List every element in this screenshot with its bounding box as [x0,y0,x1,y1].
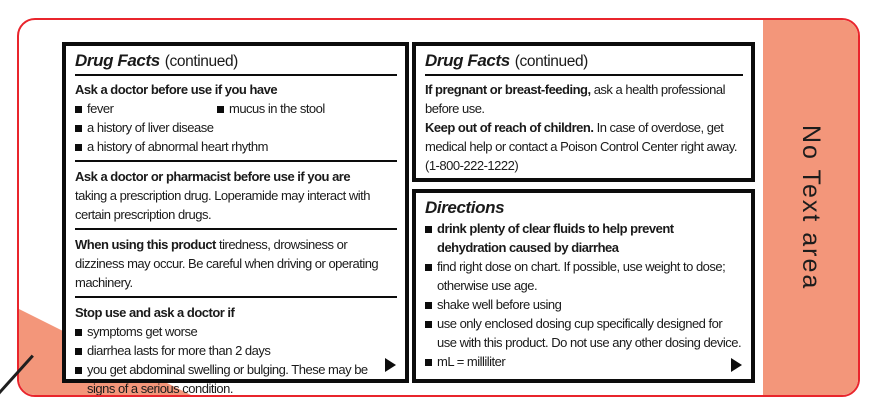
drug-facts-right-panel [412,42,755,182]
paragraph [75,186,397,224]
bold-text: When using this product [75,237,216,252]
body-text: taking a prescription drug. Loperamide may interact with certain prescription drugs. [75,188,370,222]
header-divider [75,74,397,76]
bullet-square-icon [425,321,432,328]
bullet-item [75,341,397,360]
bold-text: Ask a doctor or pharmacist before use if you are [75,169,351,184]
panel-header [75,50,397,72]
body-text: mucus in the stool [229,101,325,116]
body-text: a history of abnormal heart rhythm [87,139,268,154]
no-text-area-label: No Text area [797,124,825,291]
bullet-square-icon [425,359,432,366]
bullet-item [75,118,397,137]
package-label [17,18,860,397]
no-text-area [763,20,858,395]
body-text: shake well before using [437,297,562,312]
bullet-square-icon [75,125,82,132]
bullet-item [425,314,743,352]
panel-header [425,50,743,72]
directions-panel [412,189,755,383]
panel-header [425,197,743,219]
bullet-item [425,219,743,257]
bold-text: Stop use and ask a doctor if [75,305,235,320]
body-text: tiredness, drowsiness or dizziness may occur. Be careful when driving or operating machinery. [75,237,379,290]
paragraph [75,167,397,186]
bullet-square-icon [75,106,82,113]
bullet-row [75,99,397,118]
bullet-item [75,99,217,118]
bold-text: drink plenty of clear fluids to help prevent dehydration caused by diarrhea [437,221,674,255]
bold-text: Ask a doctor before use if you have [75,82,278,97]
body-text: use only enclosed dosing cup specifically designed for use with this product. Do not use any other dosing device. [437,316,742,350]
header-divider [425,74,743,76]
bullet-square-icon [425,226,432,233]
directions-title: Directions [425,198,505,217]
bullet-item [75,137,397,156]
paragraph [425,80,743,118]
bold-text: If pregnant or breast-feeding, [425,82,591,97]
bullet-square-icon [75,348,82,355]
body-text: symptoms get worse [87,324,198,339]
bullet-item [217,99,325,118]
body-text: ask a health professional before use. [425,82,726,116]
bold-text: Keep out of reach of children. [425,120,594,135]
body-text: In case of overdose, get medical help or contact a Poison Control Center right away. (1-800-222-1222) [425,120,738,173]
drug-facts-continued: (continued) [164,53,238,70]
bullet-square-icon [425,302,432,309]
drug-facts-left-panel [62,42,409,396]
bullet-item [425,352,743,371]
body-text: you get abdominal swelling or bulging. These may be signs of a serious condition. [87,362,368,396]
body-text: diarrhea lasts for more than 2 days [87,343,271,358]
continue-arrow-icon [385,358,396,372]
panel-body [425,80,743,175]
body-text: fever [87,101,114,116]
paragraph [425,118,743,175]
paragraph [75,235,397,292]
bullet-item [425,257,743,295]
section-divider [75,296,397,298]
body-text: find right dose on chart. If possible, use weight to dose; otherwise use age. [437,259,726,293]
bullet-square-icon [217,106,224,113]
paragraph [75,80,397,99]
panel-body [425,219,743,371]
bullet-square-icon [75,329,82,336]
bullet-square-icon [425,264,432,271]
drug-facts-title: Drug Facts [75,51,160,70]
body-text: a history of liver disease [87,120,214,135]
continue-arrow-icon [731,358,742,372]
drug-facts-title: Drug Facts [425,51,510,70]
bullet-square-icon [75,367,82,374]
paragraph [75,303,397,322]
drug-facts-continued: (continued) [514,53,588,70]
bullet-square-icon [75,144,82,151]
section-divider [75,160,397,162]
body-text: mL = milliliter [437,354,506,369]
bullet-item [425,295,743,314]
bullet-item [75,322,397,341]
bullet-item [75,360,397,397]
panel-body [75,80,397,397]
section-divider [75,228,397,230]
